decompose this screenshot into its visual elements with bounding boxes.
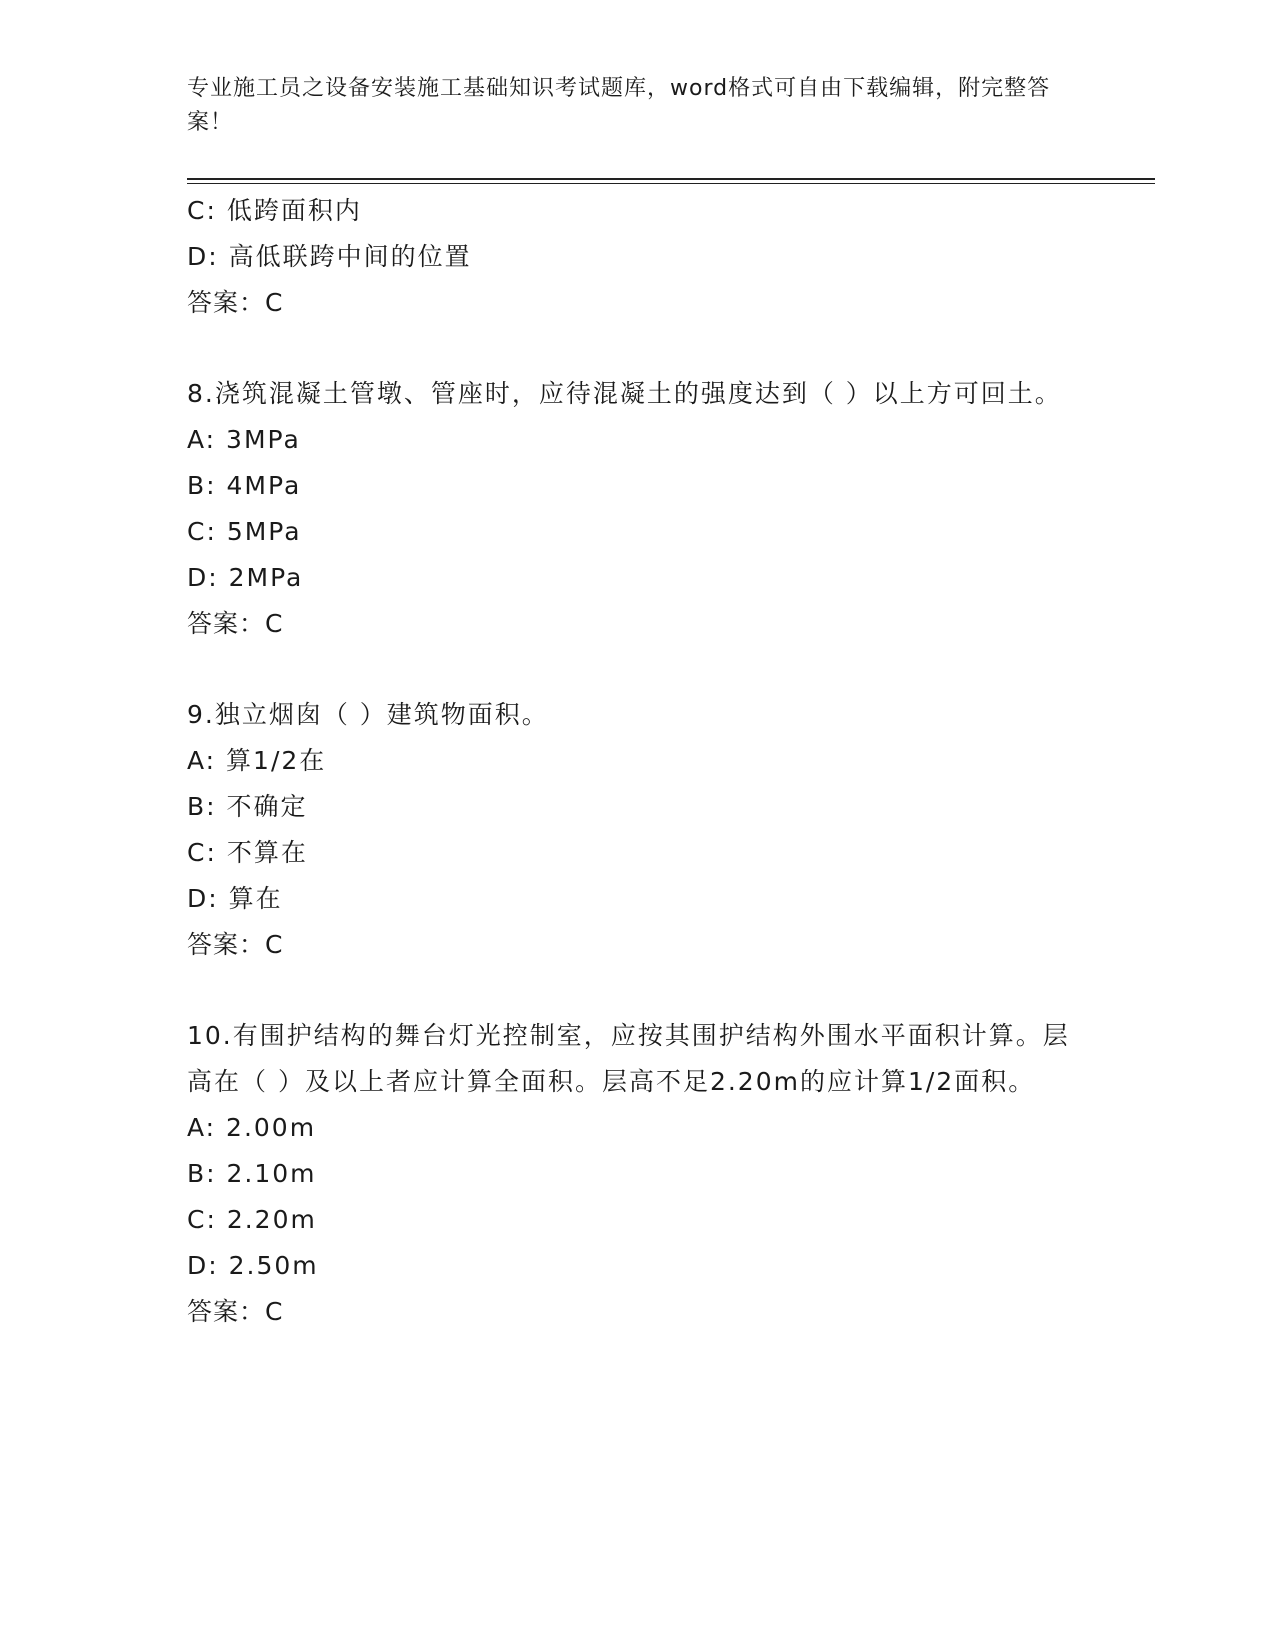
option-b: B: 2.10m xyxy=(187,1159,317,1188)
spacer xyxy=(187,647,1087,692)
header-rule-thick xyxy=(187,178,1155,180)
header-rule-thin xyxy=(187,183,1155,184)
question-8 xyxy=(187,371,1087,647)
option-c: C: 5MPa xyxy=(187,517,302,546)
option-d: D: 2.50m xyxy=(187,1251,319,1280)
option-c: C: 不算在 xyxy=(187,838,308,867)
option-b: B: 4MPa xyxy=(187,471,302,500)
answer-line: 答案：C xyxy=(187,930,284,959)
document-body xyxy=(187,188,1087,1335)
question-stem: 8.浇筑混凝土管墩、管座时，应待混凝土的强度达到（ ）以上方可回土。 xyxy=(187,379,1062,408)
question-10 xyxy=(187,1013,1087,1335)
question-stem: 10.有围护结构的舞台灯光控制室，应按其围护结构外围水平面积计算。层高在（ ）及以上者应计算全面积。层高不足2.20m的应计算1/2面积。 xyxy=(187,1021,1070,1096)
option-d: D: 高低联跨中间的位置 xyxy=(187,242,472,271)
answer-line: 答案：C xyxy=(187,1297,284,1326)
option-d: D: 2MPa xyxy=(187,563,304,592)
spacer xyxy=(187,968,1087,1013)
question-9 xyxy=(187,692,1087,968)
option-d: D: 算在 xyxy=(187,884,283,913)
spacer xyxy=(187,326,1087,371)
partial-question xyxy=(187,188,1087,326)
option-a: A: 2.00m xyxy=(187,1113,317,1142)
option-c: C: 2.20m xyxy=(187,1205,317,1234)
answer-line: 答案：C xyxy=(187,288,284,317)
option-a: A: 算1/2在 xyxy=(187,746,327,775)
option-a: A: 3MPa xyxy=(187,425,301,454)
document-header: 专业施工员之设备安装施工基础知识考试题库，word格式可自由下载编辑，附完整答案！ xyxy=(187,76,1051,135)
question-stem: 9.独立烟囱（ ）建筑物面积。 xyxy=(187,700,549,729)
answer-line: 答案：C xyxy=(187,609,284,638)
option-b: B: 不确定 xyxy=(187,792,308,821)
option-c: C: 低跨面积内 xyxy=(187,196,362,225)
